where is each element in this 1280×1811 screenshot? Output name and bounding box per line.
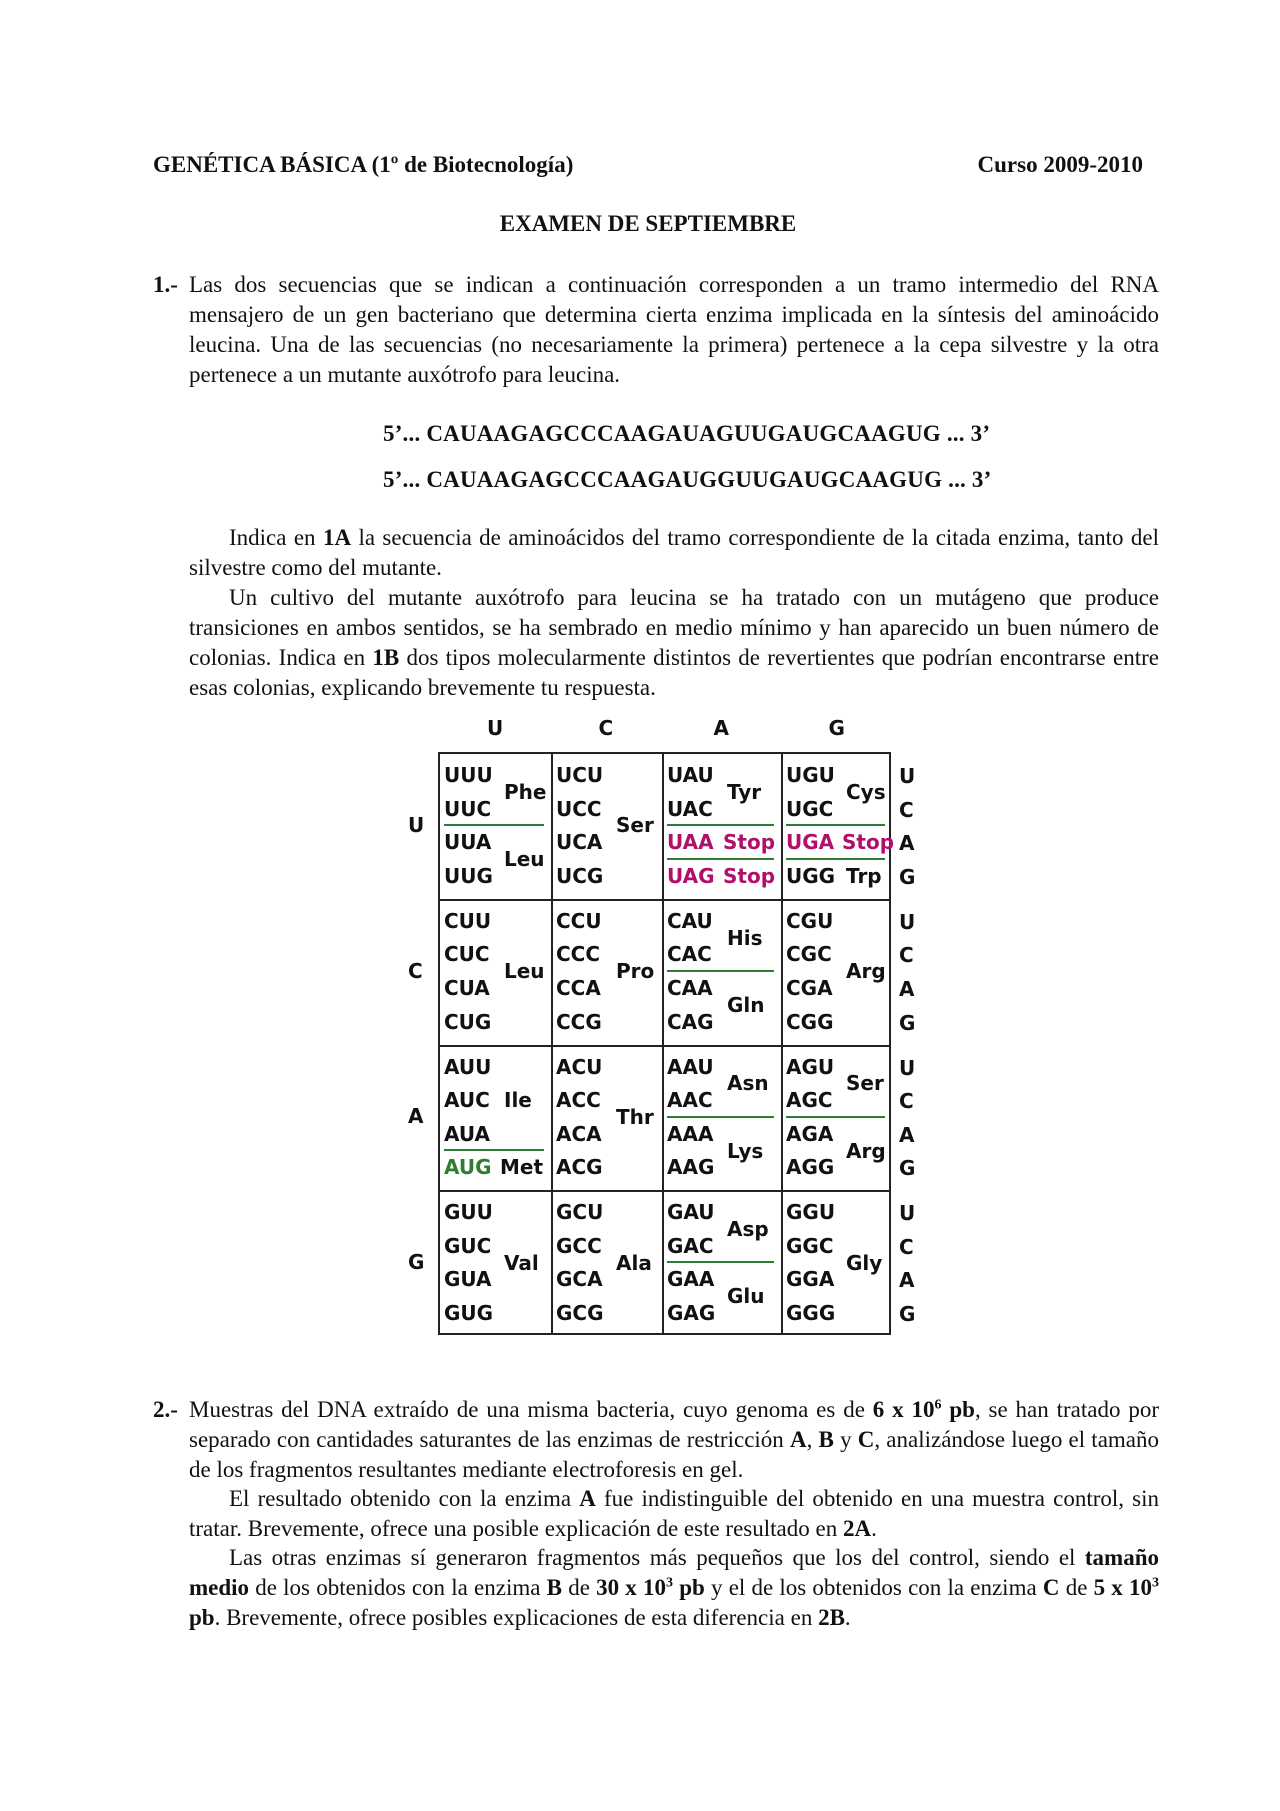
codon-acg: ACG: [556, 1155, 603, 1180]
codon-uau: UAU: [667, 763, 714, 787]
third-base-g: G: [899, 1302, 916, 1327]
enzyme-a-label: A: [789, 1427, 807, 1452]
column-divider: [662, 754, 664, 1333]
third-base-c: C: [899, 943, 914, 968]
third-base-u: U: [899, 909, 916, 934]
codon-cgc: CGC: [786, 942, 832, 967]
row-divider: [440, 1190, 889, 1192]
rna-sequence-2: 5’... CAUAAGAGCCCAAGAUGGUUGAUGCAAGUG ... 3’: [383, 467, 992, 492]
question-2a-paragraph: El resultado obtenido con la enzima A fue indistinguible del obtenido en una muestra control, sin tratar. Brevemente, ofrece una posible explicación de este resultado en 2A.: [189, 1486, 1159, 1541]
enzyme-c-label: C: [857, 1427, 875, 1452]
amino-acid-ile: Ile: [504, 1088, 532, 1113]
codon-auu: AUU: [444, 1054, 492, 1079]
third-base-a: A: [899, 831, 915, 856]
second-base-c: C: [598, 716, 614, 740]
codon-gug: GUG: [444, 1301, 494, 1326]
row-divider: [440, 1045, 889, 1047]
third-base-u: U: [899, 1055, 916, 1080]
codon-uac: UAC: [667, 796, 713, 821]
question-1-intro: Las dos secuencias que se indican a continuación corresponden a un tramo intermedio del RNA mensajero de un gen bacteriano que determina cierta enzima implicada en la síntesis del aminoácido leucina. Una de las secuencias (no necesariamente la primera) pertenece a la cepa silvestre y la otra pertenece a un mutante auxótrofo para leucina.: [189, 272, 1159, 387]
label-1b: 1B: [372, 645, 400, 670]
third-base-a: A: [899, 1122, 915, 1147]
codon-ugg: UGG: [786, 863, 836, 888]
third-base-u: U: [899, 1201, 916, 1226]
question-2-intro: Muestras del DNA extraído de una misma bacteria, cuyo genoma es de 6 x $10^6$ pb, se han tratado por separado con cantidades saturantes de las enzimas de restricción A, B y C, analizándose luego el tamaño de los fragmentos resultantes mediante electroforesis en gel.: [189, 1397, 1160, 1482]
codon-guc: GUC: [444, 1233, 492, 1258]
codon-gga: GGA: [786, 1267, 835, 1292]
second-base-a: A: [713, 716, 729, 740]
question-2b-paragraph: Las otras enzimas sí generaron fragmentos más pequeños que los del control, siendo el tamaño medio de los obtenidos con la enzima B de 30 x $10^3$ pb y el de los obtenidos con la enzima C de 5 x $10^3$ pb. Brevemente, ofrece posibles explicaciones de esta diferencia en 2B.: [189, 1545, 1160, 1630]
codon-ggc: GGC: [786, 1233, 834, 1258]
amino-acid-gly: Gly: [846, 1250, 883, 1275]
third-base-g: G: [899, 864, 916, 889]
amino-acid-glu: Glu: [727, 1284, 765, 1309]
codon-ggu: GGU: [786, 1200, 836, 1225]
codon-uca: UCA: [556, 830, 603, 855]
amino-acid-val: Val: [504, 1250, 539, 1275]
third-base-g: G: [899, 1010, 916, 1035]
second-base-g: G: [828, 716, 845, 740]
codon-agc: AGC: [786, 1088, 833, 1113]
codon-cga: CGA: [786, 975, 833, 1000]
amino-acid-leu: Leu: [504, 847, 545, 871]
codon-acc: ACC: [556, 1088, 601, 1113]
row-divider: [440, 899, 889, 901]
amino-acid-asp: Asp: [727, 1217, 769, 1242]
codon-aug: AUG: [444, 1155, 492, 1180]
amino-acid-ser: Ser: [616, 813, 654, 838]
exam-title: EXAMEN DE SEPTIEMBRE: [499, 211, 797, 236]
first-base-g: G: [408, 1250, 425, 1275]
codon-guu: GUU: [444, 1200, 493, 1225]
codon-gcu: GCU: [556, 1200, 604, 1225]
fragment-size-c: 5 x $10^3$ pb: [189, 1575, 1160, 1630]
codon-aag: AAG: [667, 1155, 715, 1180]
question-1a-paragraph: Indica en 1A la secuencia de aminoácidos del tramo correspondiente de la citada enzima, tanto del silvestre como del mutante.: [189, 525, 1159, 580]
question-2-number: 2.-: [153, 1397, 178, 1422]
group-separator: [444, 824, 544, 826]
enzyme-b-label: B: [818, 1427, 834, 1452]
amino-acid-phe: Phe: [504, 779, 547, 804]
codon-gca: GCA: [556, 1267, 603, 1292]
codon-cuc: CUC: [444, 942, 490, 967]
codon-gac: GAC: [667, 1233, 714, 1258]
document-header: [153, 152, 1143, 184]
genome-size: 6 x $10^6$ pb: [872, 1397, 975, 1422]
codon-uuc: UUC: [444, 796, 492, 821]
codon-acu: ACU: [556, 1054, 603, 1079]
codon-aca: ACA: [556, 1121, 602, 1146]
third-base-a: A: [899, 1268, 915, 1293]
average-size-label: tamaño medio: [189, 1545, 1159, 1600]
amino-acid-ser: Ser: [846, 1071, 884, 1096]
codon-cau: CAU: [667, 908, 713, 933]
course-year: Curso 2009-2010: [977, 152, 1143, 177]
codon-aac: AAC: [667, 1088, 713, 1113]
first-base-c: C: [408, 958, 423, 983]
codon-agu: AGU: [786, 1054, 835, 1079]
amino-acid-his: His: [727, 925, 763, 950]
codon-uua: UUA: [444, 830, 492, 855]
second-base-u: U: [487, 716, 504, 740]
amino-acid-thr: Thr: [616, 1104, 654, 1129]
codon-gcg: GCG: [556, 1301, 604, 1326]
codon-gag: GAG: [667, 1301, 716, 1326]
column-divider: [781, 754, 783, 1333]
amino-acid-stop: Stop: [723, 863, 776, 888]
codon-cca: CCA: [556, 975, 601, 1000]
codon-cgu: CGU: [786, 908, 834, 933]
codon-ggg: GGG: [786, 1301, 836, 1326]
group-separator: [667, 824, 774, 826]
codon-ugc: UGC: [786, 796, 834, 821]
codon-gua: GUA: [444, 1267, 492, 1292]
codon-cua: CUA: [444, 975, 490, 1000]
first-base-u: U: [408, 812, 425, 837]
codon-uag: UAG: [667, 863, 715, 888]
codon-uug: UUG: [444, 863, 493, 888]
codon-aua: AUA: [444, 1121, 490, 1146]
label-2b: 2B: [818, 1605, 845, 1630]
group-separator: [667, 858, 774, 860]
group-separator: [786, 1116, 885, 1118]
third-base-c: C: [899, 1234, 914, 1259]
amino-acid-asn: Asn: [727, 1071, 769, 1096]
column-divider: [551, 754, 553, 1333]
amino-acid-ala: Ala: [616, 1250, 652, 1275]
codon-gaa: GAA: [667, 1267, 715, 1292]
codon-gcc: GCC: [556, 1233, 602, 1258]
codon-ucc: UCC: [556, 796, 602, 821]
group-separator: [786, 824, 885, 826]
first-base-a: A: [408, 1104, 424, 1129]
codon-ucg: UCG: [556, 863, 604, 888]
amino-acid-tyr: Tyr: [727, 779, 762, 804]
codon-cag: CAG: [667, 1009, 714, 1034]
amino-acid-stop: Stop: [723, 830, 776, 855]
codon-uga: UGA: [786, 830, 835, 855]
codon-cug: CUG: [444, 1009, 492, 1034]
amino-acid-met: Met: [500, 1155, 544, 1180]
course-title: GENÉTICA BÁSICA (1º de Biotecnología): [153, 152, 574, 177]
rna-sequence-1: 5’... CAUAAGAGCCCAAGAUAGUUGAUGCAAGUG ... 3’: [383, 421, 991, 446]
amino-acid-cys: Cys: [846, 779, 886, 804]
codon-cgg: CGG: [786, 1009, 834, 1034]
amino-acid-pro: Pro: [616, 959, 655, 984]
amino-acid-arg: Arg: [846, 959, 886, 984]
amino-acid-gln: Gln: [727, 992, 765, 1017]
codon-ccu: CCU: [556, 908, 602, 933]
amino-acid-leu: Leu: [504, 959, 545, 984]
codon-cac: CAC: [667, 942, 712, 967]
codon-ucu: UCU: [556, 763, 604, 787]
third-base-a: A: [899, 976, 915, 1001]
question-1b-paragraph: Un cultivo del mutante auxótrofo para leucina se ha tratado con un mutágeno que produce transiciones en ambos sentidos, se ha sembrado en medio mínimo y han aparecido un buen número de colonias. Indica en 1B dos tipos molecularmente distintos de revertientes que podrían encontrarse entre esas colonias, explicando brevemente tu respuesta.: [189, 585, 1159, 700]
codon-gau: GAU: [667, 1200, 715, 1225]
group-separator: [444, 1149, 544, 1151]
third-base-c: C: [899, 1089, 914, 1114]
amino-acid-stop: Stop: [842, 830, 895, 855]
codon-aaa: AAA: [667, 1121, 714, 1146]
amino-acid-trp: Trp: [846, 863, 882, 888]
codon-uuu: UUU: [444, 763, 493, 787]
group-separator: [667, 1116, 774, 1118]
codon-ccg: CCG: [556, 1009, 602, 1034]
group-separator: [786, 858, 885, 860]
label-1a: 1A: [322, 525, 352, 550]
fragment-size-b: 30 x $10^3$ pb: [596, 1575, 705, 1600]
codon-cuu: CUU: [444, 908, 492, 933]
codon-ccc: CCC: [556, 942, 601, 967]
codon-aga: AGA: [786, 1121, 834, 1146]
third-base-u: U: [899, 764, 916, 788]
codon-ugu: UGU: [786, 763, 835, 787]
codon-auc: AUC: [444, 1088, 490, 1113]
group-separator: [667, 1261, 774, 1263]
amino-acid-arg: Arg: [846, 1138, 886, 1163]
codon-caa: CAA: [667, 975, 713, 1000]
genetic-code-table: [400, 714, 940, 1364]
third-base-c: C: [899, 797, 914, 822]
label-2a: 2A: [842, 1516, 872, 1541]
codon-agg: AGG: [786, 1155, 835, 1180]
third-base-g: G: [899, 1156, 916, 1181]
question-1-number: 1.-: [153, 272, 178, 297]
codon-aau: AAU: [667, 1054, 714, 1079]
codon-uaa: UAA: [667, 830, 714, 855]
group-separator: [667, 970, 774, 972]
amino-acid-lys: Lys: [727, 1138, 764, 1163]
